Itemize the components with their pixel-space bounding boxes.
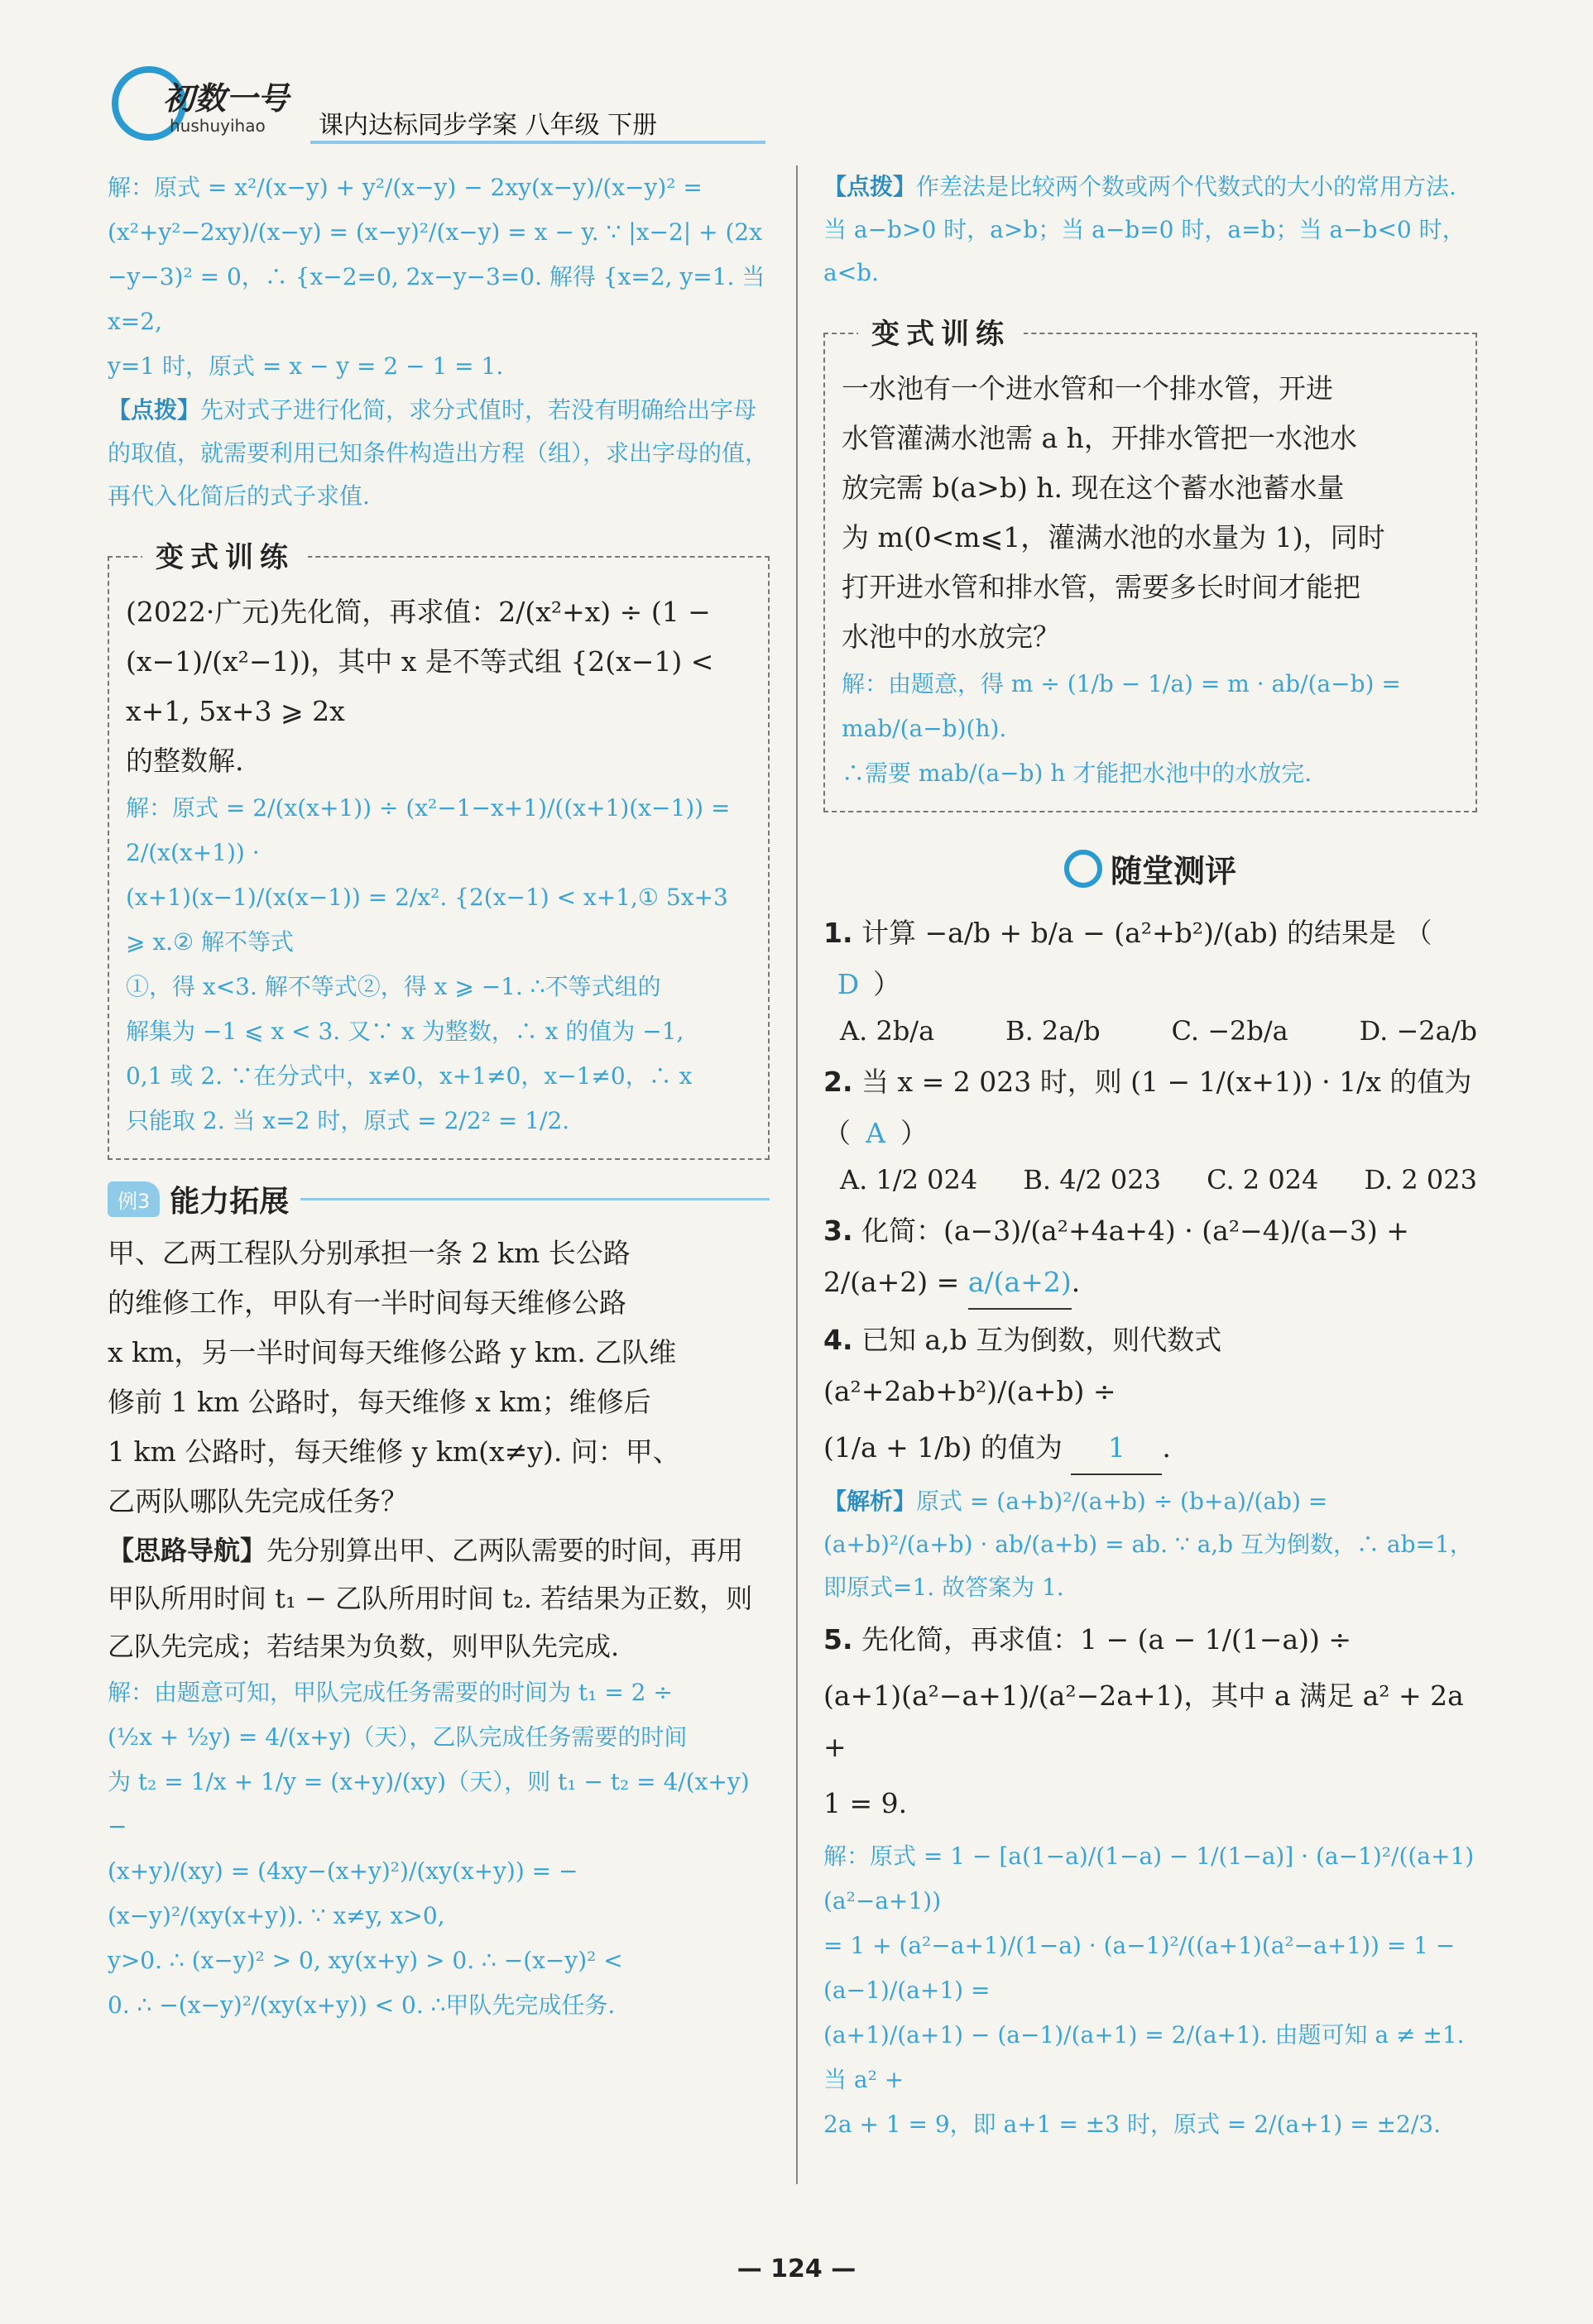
variant-training-box-2: [823, 318, 1477, 812]
question-1: [823, 908, 1477, 1047]
question-number: 2.: [823, 1066, 853, 1098]
options: [840, 1164, 1477, 1196]
solution-line: −y−3)² = 0，∴ {x−2=0, 2x−y−3=0. 解得 {x=2, y=1. 当 x=2,: [108, 263, 765, 335]
section-title: 能力拓展: [170, 1185, 290, 1219]
variant-training-box-1: [108, 541, 770, 1160]
thinking-guide: [108, 1526, 770, 1670]
question-3: 3. 化简：(a−3)/(a²+4a+4) · (a²−4)/(a−3) + 2/(a+2) = a/(a+2).: [823, 1205, 1477, 1310]
problem-line: (x−1)/(x²−1))，其中 x 是不等式组 {2(x−1) < x+1, 5x+3 ⩾ 2x: [126, 645, 714, 727]
solution-line: ∴需要 mab/(a−b) h 才能把水池中的水放完.: [842, 759, 1312, 787]
hint-text: 作差法是比较两个数或两个代数式的大小的常用方法. 当 a−b>0 时，a>b；当 a−b=0 时，a=b；当 a−b<0 时，a<b.: [823, 173, 1466, 286]
option: B. 2a/b: [1005, 1015, 1101, 1047]
option: C. −2b/a: [1171, 1015, 1288, 1047]
thinking-text: 先分别算出甲、乙两队需要的时间，再用甲队所用时间 t₁ − 乙队所用时间 t₂. 若结果为正数，则乙队先完成；若结果为负数，则甲队先完成.: [108, 1535, 753, 1662]
example-tag: 例3: [108, 1181, 160, 1217]
solution-line: 解：原式 = x²/(x−y) + y²/(x−y) − 2xy(x−y)/(x−y)² =: [108, 174, 703, 201]
section-header-ability: [108, 1178, 770, 1220]
problem-line: 一水池有一个进水管和一个排水管，开进: [842, 372, 1333, 405]
solution-line: 解：由题意，得 m ÷ (1/b − 1/a) = m · ab/(a−b) = mab/(a−b)(h).: [842, 670, 1401, 742]
question-stem: 当 x = 2 023 时，则 (1 − 1/(x+1)) · 1/x 的值为: [861, 1066, 1472, 1098]
problem-line: 的维修工作，甲队有一半时间每天维修公路: [108, 1287, 626, 1319]
question-text: 2. 当 x = 2 023 时，则 (1 − 1/(x+1)) · 1/x 的值为 （ A ）: [823, 1057, 1477, 1159]
problem-line: 的整数解.: [126, 745, 244, 777]
question-2: [823, 1057, 1477, 1196]
option: A. 1/2 024: [840, 1164, 978, 1196]
right-column: [823, 165, 1477, 2147]
solution-line: 解：原式 = 2/(x(x+1)) ÷ (x²−1−x+1)/((x+1)(x−1)) = 2/(x(x+1)) ·: [126, 794, 731, 866]
problem-line: x km，另一半时间每天维修公路 y km. 乙队维: [108, 1336, 677, 1368]
question-4: [823, 1315, 1477, 1609]
solution-line: 解：由题意可知，甲队完成任务需要的时间为 t₁ = 2 ÷: [108, 1679, 673, 1706]
answer-choice: A: [866, 1117, 885, 1149]
question-stem: (a+1)(a²−a+1)/(a²−2a+1)，其中 a 满足 a² + 2a +: [823, 1680, 1464, 1763]
solution-line: (½x + ½y) = 4/(x+y)（天），乙队完成任务需要的时间: [108, 1723, 688, 1751]
option: B. 4/2 023: [1023, 1164, 1161, 1196]
solution-line: 0,1 或 2. ∵在分式中，x≠0，x+1≠0，x−1≠0，∴ x: [126, 1062, 693, 1090]
option: C. 2 024: [1207, 1164, 1319, 1196]
analysis-text: 原式 = (a+b)²/(a+b) ÷ (b+a)/(ab) = (a+b)²/(a+b) · ab/(a+b) = ab. ∵ a,b 互为倒数，∴ ab=1，即原式=1. 故答案为 1.: [823, 1488, 1473, 1601]
solution-line: (x+1)(x−1)/(x(x−1)) = 2/x². {2(x−1) < x+1,① 5x+3 ⩾ x.② 解不等式: [126, 884, 728, 956]
magnifier-icon: [1064, 850, 1102, 888]
page-number: — 124 —: [737, 2255, 856, 2283]
solution-line: 为 t₂ = 1/x + 1/y = (x+y)/(xy)（天），则 t₁ − t₂ = 4/(x+y) −: [108, 1768, 750, 1840]
question-text: (1/a + 1/b) 的值为 1 .: [823, 1422, 1477, 1475]
solution-line: 解：原式 = 1 − [a(1−a)/(1−a) − 1/(1−a)] · (a−1)²/((a+1)(a²−a+1)): [823, 1842, 1475, 1914]
answer-blank: a/(a+2): [968, 1257, 1072, 1310]
solution-line: y=1 时，原式 = x − y = 2 − 1 = 1.: [108, 352, 504, 380]
hint-1: [108, 389, 770, 518]
quiz-title: 随堂测评: [1110, 853, 1236, 889]
options: [840, 1015, 1477, 1047]
solution-line: (a+1)/(a+1) − (a−1)/(a+1) = 2/(a+1). 由题可知 a ≠ ±1. 当 a² +: [823, 2021, 1465, 2093]
question-text: [823, 1614, 1477, 1665]
page-header: [103, 58, 1477, 149]
solution-line: = 1 + (a²−a+1)/(1−a) · (a−1)²/((a+1)(a²−a+1)) = 1 − (a−1)/(a+1) =: [823, 1932, 1456, 2004]
problem-line: 水管灌满水池需 a h，开排水管把一水池水: [842, 422, 1357, 454]
analysis-tag: 【解析】: [823, 1488, 917, 1515]
question-stem: 先化简，再求值：1 − (a − 1/(1−a)) ÷: [861, 1623, 1352, 1656]
question-stem: 化简：(a−3)/(a²+4a+4) · (a²−4)/(a−3) + 2/(a+2) =: [823, 1215, 1409, 1298]
question-stem: (1/a + 1/b) 的值为: [823, 1431, 1063, 1464]
box-title: 变式训练: [142, 534, 308, 575]
section-line: [300, 1198, 770, 1200]
option: A. 2b/a: [840, 1015, 935, 1047]
problem-line: 乙两队哪队先完成任务？: [108, 1485, 408, 1517]
question-number: 5.: [823, 1623, 853, 1656]
problem-line: (2022·广元)先化简，再求值：2/(x²+x) ÷ (1 −: [126, 596, 711, 628]
problem-line: 修前 1 km 公路时，每天维修 x km；维修后: [108, 1386, 651, 1418]
question-stem: 计算 −a/b + b/a − (a²+b²)/(ab) 的结果是: [861, 917, 1397, 949]
answer-blank: 1: [1071, 1422, 1162, 1475]
question-number: 4.: [823, 1324, 853, 1356]
solution-line: (x+y)/(xy) = (4xy−(x+y)²)/(xy(x+y)) = −(x−y)²/(xy(x+y)). ∵ x≠y, x>0,: [108, 1857, 578, 1929]
hint-tag: 【点拨】: [108, 396, 201, 424]
solution-line: 只能取 2. 当 x=2 时，原式 = 2/2² = 1/2.: [126, 1107, 570, 1134]
problem-line: 水池中的水放完？: [842, 621, 1060, 653]
hint-text: 先对式子进行化简，求分式值时，若没有明确给出字母的取值，就需要利用已知条件构造出方程（组），求出字母的值，再代入化简后的式子求值.: [108, 396, 769, 510]
column-divider: [796, 165, 798, 2184]
header-underline: [310, 141, 765, 144]
solution-line: 0. ∴ −(x−y)²/(xy(x+y)) < 0. ∴甲队先完成任务.: [108, 1991, 616, 2019]
option: D. −2a/b: [1359, 1015, 1477, 1047]
question-text: 1. 计算 −a/b + b/a − (a²+b²)/(ab) 的结果是 （D ）: [823, 908, 1477, 1010]
quiz-header: [823, 846, 1477, 891]
solution-line: (x²+y²−2xy)/(x−y) = (x−y)²/(x−y) = x − y. ∵ |x−2| + (2x: [108, 218, 763, 246]
question-stem: 已知 a,b 互为倒数，则代数式 (a²+2ab+b²)/(a+b) ÷: [823, 1324, 1222, 1407]
answer-choice: D: [837, 968, 860, 1000]
problem-line: 甲、乙两工程队分别承担一条 2 km 长公路: [108, 1237, 631, 1269]
solution-line: 解集为 −1 ⩽ x < 3. 又∵ x 为整数，∴ x 的值为 −1,: [126, 1018, 684, 1045]
solution-line: 2a + 1 = 9，即 a+1 = ±3 时，原式 = 2/(a+1) = ±2/3.: [823, 2111, 1441, 2138]
solution-line: y>0. ∴ (x−y)² > 0, xy(x+y) > 0. ∴ −(x−y)² <: [108, 1947, 623, 1974]
option: D. 2 023: [1364, 1164, 1477, 1196]
logo-subtext: hushuyihao: [170, 116, 266, 136]
problem-line: 放完需 b(a>b) h. 现在这个蓄水池蓄水量: [842, 472, 1345, 504]
problem-line: 为 m(0<m⩽1，灌满水池的水量为 1)，同时: [842, 521, 1385, 553]
question-number: 3.: [823, 1215, 853, 1247]
header-title: 课内达标同步学案 八年级 下册: [319, 111, 658, 140]
analysis: [823, 1480, 1477, 1609]
thinking-tag: 【思路导航】: [108, 1535, 267, 1566]
question-stem: 1 = 9.: [823, 1787, 908, 1819]
logo-text: 初数一号: [163, 80, 290, 117]
problem-line: 1 km 公路时，每天维修 y km(x≠y). 问：甲、: [108, 1435, 680, 1468]
solution-line: ①，得 x<3. 解不等式②，得 x ⩾ −1. ∴不等式组的: [126, 973, 661, 1000]
hint-tag: 【点拨】: [823, 173, 917, 200]
question-5: [823, 1614, 1477, 2147]
hint-2: [823, 165, 1477, 295]
box-title: 变式训练: [858, 311, 1024, 352]
solution-1: [108, 165, 770, 389]
question-text: [823, 1315, 1477, 1417]
left-column: [108, 165, 770, 2028]
problem-line: 打开进水管和排水管，需要多长时间才能把: [842, 571, 1360, 603]
question-number: 1.: [823, 917, 853, 949]
